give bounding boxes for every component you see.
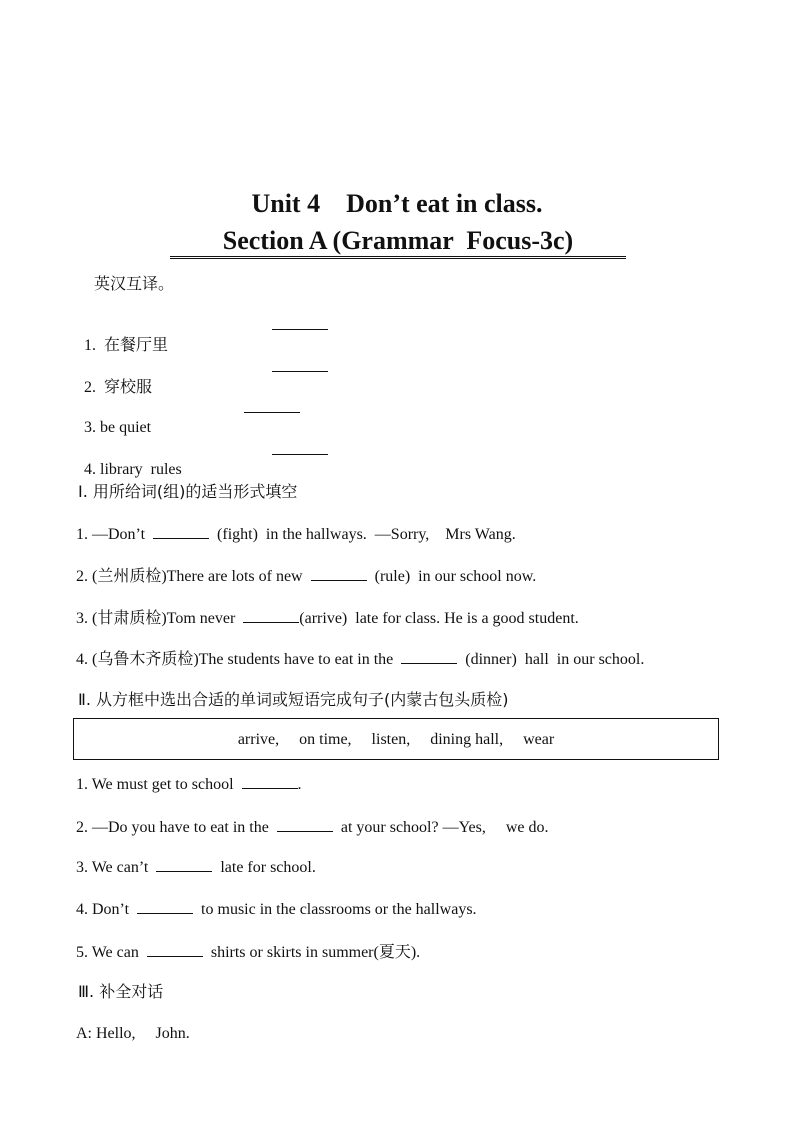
answer-blank[interactable]: [147, 942, 203, 957]
answer-blank[interactable]: [153, 524, 209, 539]
item-text: library rules: [100, 461, 182, 478]
item-number: 3.: [84, 419, 96, 436]
exercise-item: [76, 524, 516, 545]
page-subtitle: Section A (Grammar Focus-3c): [170, 226, 626, 259]
item-text: 穿校服: [104, 377, 153, 396]
item-number: 3.: [76, 859, 88, 876]
item-text-before: We can: [91, 944, 139, 961]
translation-item: [76, 398, 151, 438]
item-text-before: (乌鲁木齐质检)The students have to eat in the: [92, 651, 394, 668]
item-number: 1.: [84, 337, 96, 354]
item-text-after: (dinner) hall in our school.: [465, 651, 645, 668]
item-number: 3.: [76, 610, 88, 627]
answer-blank[interactable]: [156, 857, 212, 872]
translation-item: [76, 357, 152, 398]
item-text-after: shirts or skirts in summer(夏天).: [210, 944, 421, 961]
item-number: 2.: [76, 568, 88, 585]
item-text-after: at your school? —Yes, we do.: [340, 819, 549, 836]
item-text-before: We must get to school: [91, 776, 234, 793]
item-text-before: (甘肃质检)Tom never: [92, 610, 236, 627]
item-number: 4.: [76, 901, 88, 918]
exercise-item: [76, 649, 644, 670]
item-text-after: (arrive) late for class. He is a good student.: [299, 610, 579, 627]
exercise-item: [76, 774, 302, 795]
answer-blank[interactable]: [311, 566, 367, 581]
answer-blank[interactable]: [244, 398, 300, 419]
item-text-before: Don’t: [92, 901, 130, 918]
item-text-after: late for school.: [220, 859, 316, 876]
item-text: 在餐厅里: [104, 335, 169, 354]
answer-blank[interactable]: [272, 440, 328, 461]
item-text-after: (fight) in the hallways. —Sorry, Mrs Wang.: [217, 526, 516, 543]
item-text-before: —Do you have to eat in the: [92, 819, 269, 836]
intro-instruction: 英汉互译。: [94, 274, 175, 293]
translation-item: [76, 315, 168, 356]
answer-blank[interactable]: [401, 649, 457, 664]
exercise-item: [76, 942, 420, 963]
answer-blank[interactable]: [272, 315, 328, 336]
item-number: 4.: [84, 461, 96, 478]
dialogue-line: A: Hello, John.: [76, 1025, 190, 1042]
item-number: 1.: [76, 526, 88, 543]
section3-heading: Ⅲ. 补全对话: [78, 982, 164, 1001]
exercise-item: [76, 899, 477, 920]
word-bank-box: arrive, on time, listen, dining hall, wear: [73, 718, 719, 760]
item-text-before: (兰州质检)There are lots of new: [92, 568, 303, 585]
answer-blank[interactable]: [272, 357, 328, 378]
section2-heading: Ⅱ. 从方框中选出合适的单词或短语完成句子(内蒙古包头质检): [78, 690, 509, 709]
item-text: be quiet: [100, 419, 152, 436]
item-number: 2.: [76, 819, 88, 836]
item-number: 2.: [84, 379, 96, 396]
exercise-item: [76, 817, 549, 838]
item-text-before: —Don’t: [92, 526, 146, 543]
translation-item: [76, 440, 182, 480]
answer-blank[interactable]: [242, 774, 298, 789]
item-number: 5.: [76, 944, 88, 961]
section1-heading: Ⅰ. 用所给词(组)的适当形式填空: [78, 482, 298, 501]
exercise-item: [76, 608, 579, 629]
item-text-after: (rule) in our school now.: [374, 568, 537, 585]
item-number: 1.: [76, 776, 88, 793]
answer-blank[interactable]: [277, 817, 333, 832]
item-number: 4.: [76, 651, 88, 668]
exercise-item: [76, 857, 316, 878]
item-text-after: .: [297, 776, 302, 793]
answer-blank[interactable]: [243, 608, 299, 623]
item-text-before: We can’t: [91, 859, 149, 876]
page-title: Unit 4 Don’t eat in class.: [251, 189, 543, 218]
exercise-item: [76, 566, 536, 587]
answer-blank[interactable]: [137, 899, 193, 914]
item-text-after: to music in the classrooms or the hallways.: [201, 901, 477, 918]
